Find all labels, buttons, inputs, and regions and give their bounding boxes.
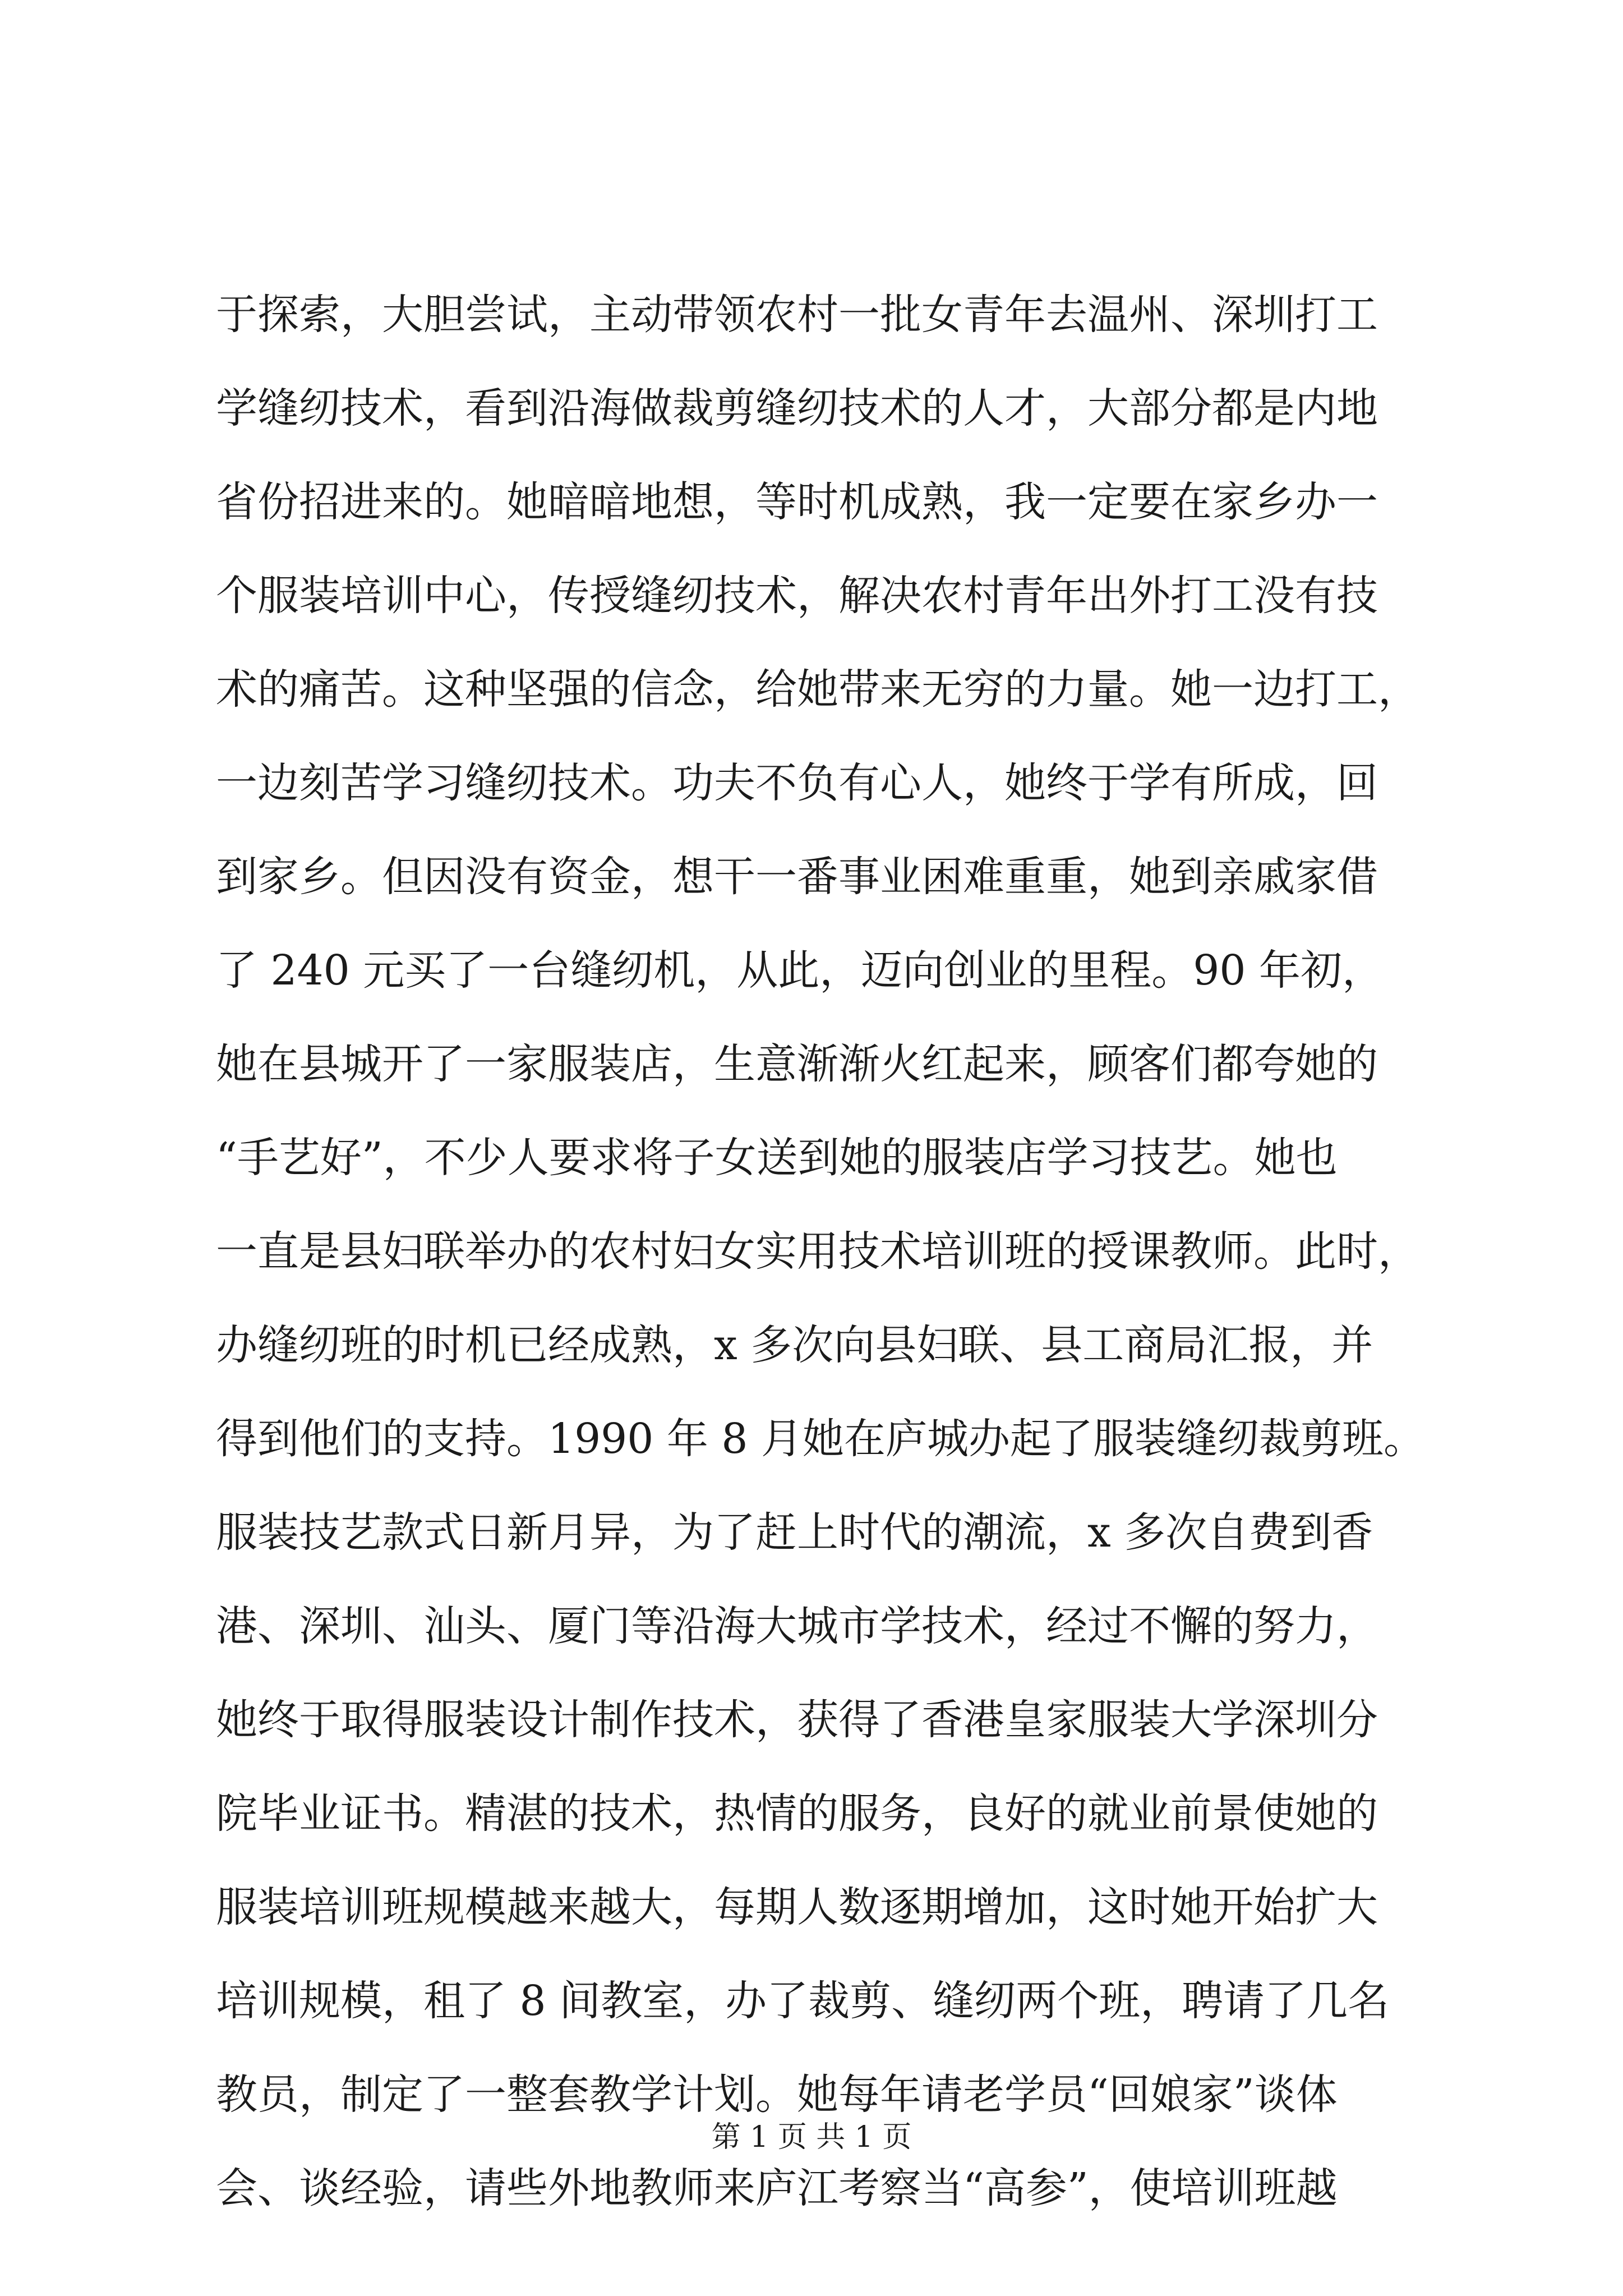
text-line-7: 到家乡。但因没有资金，想干一番事业困难重重，她到亲戚家借 [216,853,1378,901]
document-body [216,268,1438,2235]
text-line-20: 教员，制定了一整套教学计划。她每年请老学员“回娘家”谈体 [216,2070,1338,2119]
text-line-6: 一边刻苦学习缝纫技术。功夫不负有心人，她终于学有所成，回 [216,759,1378,807]
text-line-18: 服装培训班规模越来越大，每期人数逐期增加，这时她开始扩大 [216,1883,1378,1931]
text-line-15: 港、深圳、汕头、厦门等沿海大城市学技术，经过不懈的努力， [216,1602,1378,1650]
text-line-16: 她终于取得服装设计制作技术，获得了香港皇家服装大学深圳分 [216,1696,1378,1744]
text-line-9: 她在县城开了一家服装店，生意渐渐火红起来，顾客们都夸她的 [216,1040,1378,1088]
text-line-4: 个服装培训中心，传授缝纫技术，解决农村青年出外打工没有技 [216,572,1378,620]
text-line-12: 办缝纫班的时机已经成熟，x 多次向县妇联、县工商局汇报，并 [216,1321,1373,1369]
text-line-1: 于探索，大胆尝试，主动带领农村一批女青年去温州、深圳打工 [216,291,1378,339]
text-line-2: 学缝纫技术，看到沿海做裁剪缝纫技术的人才，大部分都是内地 [216,384,1378,432]
text-line-14: 服装技艺款式日新月异，为了赶上时代的潮流，x 多次自费到香 [216,1508,1373,1557]
text-line-17: 院毕业证书。精湛的技术，热情的服务，良好的就业前景使她的 [216,1789,1378,1838]
text-line-21: 会、谈经验，请些外地教师来庐江考察当“高参”，使培训班越 [216,2164,1338,2212]
text-line-19: 培训规模，租了 8 间教室，办了裁剪、缝纫两个班，聘请了几名 [216,1977,1390,2025]
text-line-3: 省份招进来的。她暗暗地想，等时机成熟，我一定要在家乡办一 [216,478,1378,526]
text-line-5: 术的痛苦。这种坚强的信念，给她带来无穷的力量。她一边打工， [216,665,1419,714]
text-line-8: 了 240 元买了一台缝纫机，从此，迈向创业的里程。90 年初， [216,946,1384,995]
text-line-11: 一直是县妇联举办的农村妇女实用技术培训班的授课教师。此时， [216,1227,1419,1276]
page-number-footer: 第 1 页 共 1 页 [711,2120,912,2154]
text-line-10: “手艺好”，不少人要求将子女送到她的服装店学习技艺。她也 [216,1134,1338,1182]
text-line-13: 得到他们的支持。1990 年 8 月她在庐城办起了服装缝纫裁剪班。 [216,1415,1425,1463]
